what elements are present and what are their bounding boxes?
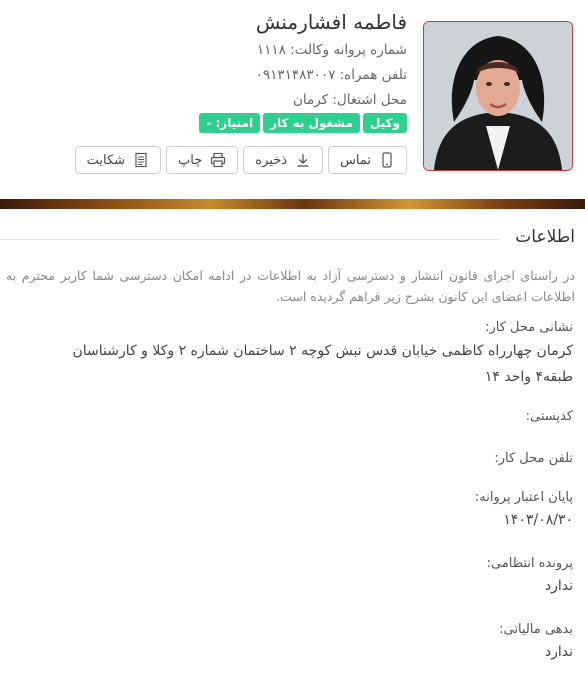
role-badge: وکیل: [363, 113, 407, 133]
status-badges: [199, 113, 407, 133]
decorative-banner: [0, 199, 585, 209]
address-label: نشانی محل کار:: [485, 320, 573, 335]
info-intro-text: در راستای اجرای قانون انتشار و دسترسی آزاد به اطلاعات در ادامه امکان دسترسی شما کاربر محترم به اطلاعات اعضای این کانون بشرح زیر فراهم گردیده است.: [6, 268, 575, 304]
status-badge: مشغول به کار: [263, 113, 360, 133]
download-icon: [295, 152, 311, 168]
document-icon: [133, 152, 149, 168]
call-label: تماس: [340, 152, 371, 167]
action-buttons: [75, 146, 407, 174]
license-expiry-label: پایان اعتبار پروانه:: [474, 490, 573, 505]
tax-debt-value: ندارد: [544, 644, 573, 660]
print-label: چاپ: [178, 152, 203, 167]
work-phone-label: تلفن محل کار:: [494, 451, 573, 466]
save-button[interactable]: [243, 146, 323, 174]
call-button[interactable]: [328, 146, 407, 174]
work-city: محل اشتغال: کرمان: [292, 92, 407, 108]
postal-code-label: کدپستی:: [525, 409, 573, 424]
disciplinary-record-value: ندارد: [544, 578, 573, 594]
phone-icon: [379, 152, 395, 168]
license-number: شماره پروانه وکالت: ۱۱۱۸: [256, 42, 407, 58]
portrait-image: [424, 22, 572, 170]
disciplinary-record-label: پرونده انتظامی:: [486, 556, 573, 571]
lawyer-name: فاطمه افشارمنش: [255, 10, 407, 34]
tax-debt-label: بدهی مالیاتی:: [499, 622, 573, 637]
rating-badge: امتیاز: -: [199, 113, 260, 133]
complaint-button[interactable]: [75, 146, 161, 174]
lawyer-photo: [423, 21, 573, 171]
save-label: ذخیره: [255, 152, 288, 167]
printer-icon: [210, 152, 226, 168]
license-expiry-value: ۱۴۰۳/۰۸/۳۰: [503, 512, 573, 528]
section-divider: [0, 239, 500, 240]
complaint-label: شکایت: [86, 152, 126, 167]
mobile-number: تلفن همراه: ۰۹۱۳۱۴۸۳۰۰۷: [255, 67, 407, 83]
section-title: اطلاعات: [515, 227, 575, 247]
print-button[interactable]: [166, 146, 238, 174]
address-value: کرمان چهارراه کاظمی خیابان قدس نبش کوچه ۲ ساختمان شماره ۲ وکلا و کارشناسان طبقه۴ واحد ۱۴: [72, 343, 573, 385]
